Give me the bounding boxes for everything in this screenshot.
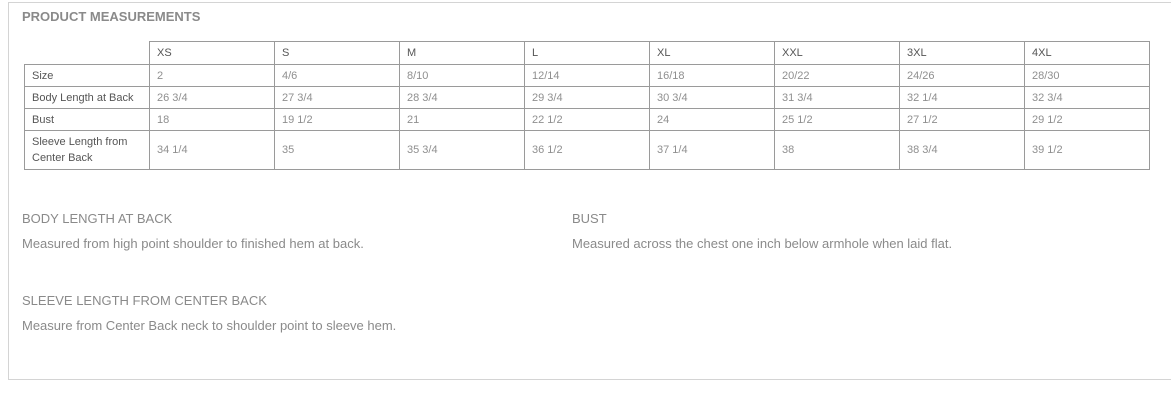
size-header-xl: XL xyxy=(650,42,775,65)
table-cell: 28 3/4 xyxy=(400,87,525,109)
table-cell: 39 1/2 xyxy=(1025,131,1150,170)
row-label: Bust xyxy=(25,109,150,131)
table-cell: 38 3/4 xyxy=(900,131,1025,170)
size-header-s: S xyxy=(275,42,400,65)
table-cell: 16/18 xyxy=(650,65,775,87)
table-row-body-length xyxy=(25,87,1150,109)
table-cell: 4/6 xyxy=(275,65,400,87)
row-label: Sleeve Length from Center Back xyxy=(25,131,150,170)
table-cell: 19 1/2 xyxy=(275,109,400,131)
page-title: PRODUCT MEASUREMENTS xyxy=(22,9,201,24)
table-cell: 28/30 xyxy=(1025,65,1150,87)
size-chart-table xyxy=(24,41,1150,170)
description-title: BUST xyxy=(572,211,607,226)
description-title: SLEEVE LENGTH FROM CENTER BACK xyxy=(22,293,267,308)
table-cell: 24 xyxy=(650,109,775,131)
table-cell: 29 3/4 xyxy=(525,87,650,109)
table-cell: 32 1/4 xyxy=(900,87,1025,109)
table-cell: 35 3/4 xyxy=(400,131,525,170)
row-label: Size xyxy=(25,65,150,87)
table-cell: 34 1/4 xyxy=(150,131,275,170)
table-row-size xyxy=(25,65,1150,87)
size-header-4xl: 4XL xyxy=(1025,42,1150,65)
table-cell: 21 xyxy=(400,109,525,131)
table-cell: 31 3/4 xyxy=(775,87,900,109)
description-title: BODY LENGTH AT BACK xyxy=(22,211,173,226)
measurements-panel xyxy=(8,2,1171,380)
table-header-row xyxy=(25,42,1150,65)
table-cell: 12/14 xyxy=(525,65,650,87)
table-cell: 32 3/4 xyxy=(1025,87,1150,109)
table-cell: 20/22 xyxy=(775,65,900,87)
description-text: Measured from high point shoulder to finished hem at back. xyxy=(22,236,364,251)
table-cell: 22 1/2 xyxy=(525,109,650,131)
table-row-sleeve-length xyxy=(25,131,1150,170)
table-cell: 18 xyxy=(150,109,275,131)
sleeve-length-description xyxy=(22,293,397,333)
bust-description xyxy=(572,211,953,251)
size-header-l: L xyxy=(525,42,650,65)
table-cell: 24/26 xyxy=(900,65,1025,87)
body-length-description xyxy=(22,211,364,251)
table-cell: 29 1/2 xyxy=(1025,109,1150,131)
size-header-xs: XS xyxy=(150,42,275,65)
table-cell: 27 1/2 xyxy=(900,109,1025,131)
table-cell: 35 xyxy=(275,131,400,170)
table-cell: 8/10 xyxy=(400,65,525,87)
table-corner-cell xyxy=(25,42,150,65)
table-cell: 37 1/4 xyxy=(650,131,775,170)
row-label: Body Length at Back xyxy=(25,87,150,109)
table-cell: 25 1/2 xyxy=(775,109,900,131)
size-header-xxl: XXL xyxy=(775,42,900,65)
table-cell: 2 xyxy=(150,65,275,87)
table-cell: 30 3/4 xyxy=(650,87,775,109)
description-text: Measure from Center Back neck to shoulder point to sleeve hem. xyxy=(22,318,397,333)
table-row-bust xyxy=(25,109,1150,131)
table-cell: 36 1/2 xyxy=(525,131,650,170)
size-header-m: M xyxy=(400,42,525,65)
table-cell: 26 3/4 xyxy=(150,87,275,109)
table-cell: 27 3/4 xyxy=(275,87,400,109)
description-text: Measured across the chest one inch below armhole when laid flat. xyxy=(572,236,953,251)
size-header-3xl: 3XL xyxy=(900,42,1025,65)
table-cell: 38 xyxy=(775,131,900,170)
